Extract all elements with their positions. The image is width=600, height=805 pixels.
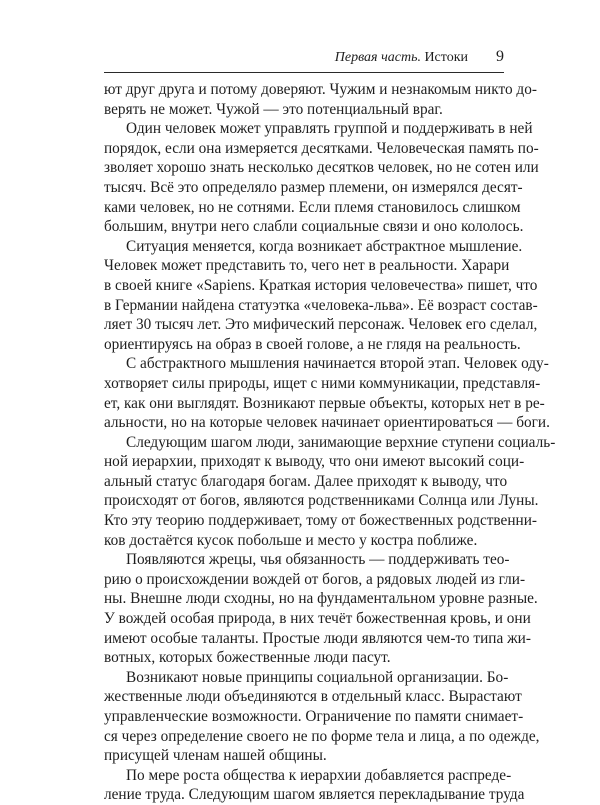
text-line: зволяет хорошо знать несколько десятков человек, но не сотен или [104,159,539,177]
text-line: управленческие возможности. Ограничение по памяти снимает- [104,708,524,725]
text-line: альности, но на которые человек начинает ориентироваться — боги. [104,414,550,432]
text-line: ны. Внешне люди сходны, но на фундаментальном уровне разные. [104,590,538,608]
text-line: порядок, если она измеряется десятками. Человеческая память по- [104,139,539,157]
text-line: Появляются жрецы, чья обязанность — поддерживать тео- [126,551,510,569]
running-title [335,49,468,67]
text-line: ет, как они выглядят. Возникают первые объекты, которых нет в ре- [104,394,545,412]
text-line: имеют особые таланты. Простые люди являются чем-то типа жи- [104,629,531,647]
text-line: Человек может представить то, чего нет в реальности. Харари [104,257,510,275]
text-line: ками человек, но не сотнями. Если племя становилось слишком [104,198,521,216]
text-line: тысяч. Всё это определяло размер племени, он измерялся десят- [104,178,523,196]
text-line: большим, внутри него слабли социальные связи и оно кололось. [104,218,524,236]
text-line: ориентируясь на образ в своей голове, а не глядя на реальность. [104,335,521,353]
paragraph [104,237,538,355]
text-line: вотных, которых божественные люди пасут. [104,649,391,667]
paragraph [104,119,539,237]
text-line: ся через определение своего не по форме тела и лица, а по одежде, [104,727,540,745]
paragraph [104,668,540,766]
text-line: альный статус благодаря богам. Далее приходят к выводу, что [104,472,508,490]
text-line: верять не может. Чужой — это потенциальный враг. [104,100,443,118]
text-line: происходят от богов, являются родственниками Солнца или Луны. [104,492,539,510]
section-title: Истоки [424,50,468,65]
page-number: 9 [496,48,504,65]
text-line: Возникают новые принципы социальной организации. Бо- [126,668,509,686]
body-text [104,80,556,805]
text-line: ление труда. Следующим шагом является перекладывание труда [104,786,525,804]
paragraph [104,80,537,119]
running-head [104,46,504,68]
text-line: ков достаётся кусок побольше и место у костра поближе. [104,531,478,549]
paragraph [104,550,538,668]
text-line: У вождей особая природа, в них течёт божественная кровь, и они [104,610,531,628]
text-line: ют друг друга и потому доверяют. Чужим и незнакомым никто до- [104,81,537,98]
text-line: жественные люди объединяются в отдельный класс. Вырастают [104,688,522,706]
text-line: присущей членам нашей общины. [104,747,327,765]
text-line: С абстрактного мышления начинается второй этап. Человек оду- [126,355,549,373]
text-line: рию о происхождении вождей от богов, а рядовых людей из гли- [104,570,526,588]
text-line: По мере роста общества к иерархии добавляется распреде- [126,766,512,784]
paragraph [104,766,525,805]
header-rule [104,72,504,73]
text-line: хотворяет силы природы, ищет с ними коммуникации, представля- [104,374,541,392]
text-line: Кто эту теорию поддерживает, тому от божественных родственни- [104,512,537,530]
text-line: ляет 30 тысяч лет. Это мифический персонаж. Человек его сделал, [104,316,538,334]
text-line: ной иерархии, приходят к выводу, что они имеют высокий соци- [104,453,525,471]
part-label: Первая часть. [334,50,421,65]
text-line: Один человек может управлять группой и поддерживать в ней [126,120,533,138]
text-line: Следующим шагом люди, занимающие верхние ступени социаль- [126,433,556,451]
text-line: в Германии найдена статуэтка «человека-льва». Её возраст состав- [104,296,538,314]
paragraph [104,354,550,432]
paragraph [104,433,556,551]
text-line: Ситуация меняется, когда возникает абстрактное мышление. [126,237,523,255]
text-line: в своей книге «Sapiens. Краткая история человечества» пишет, что [104,276,538,294]
